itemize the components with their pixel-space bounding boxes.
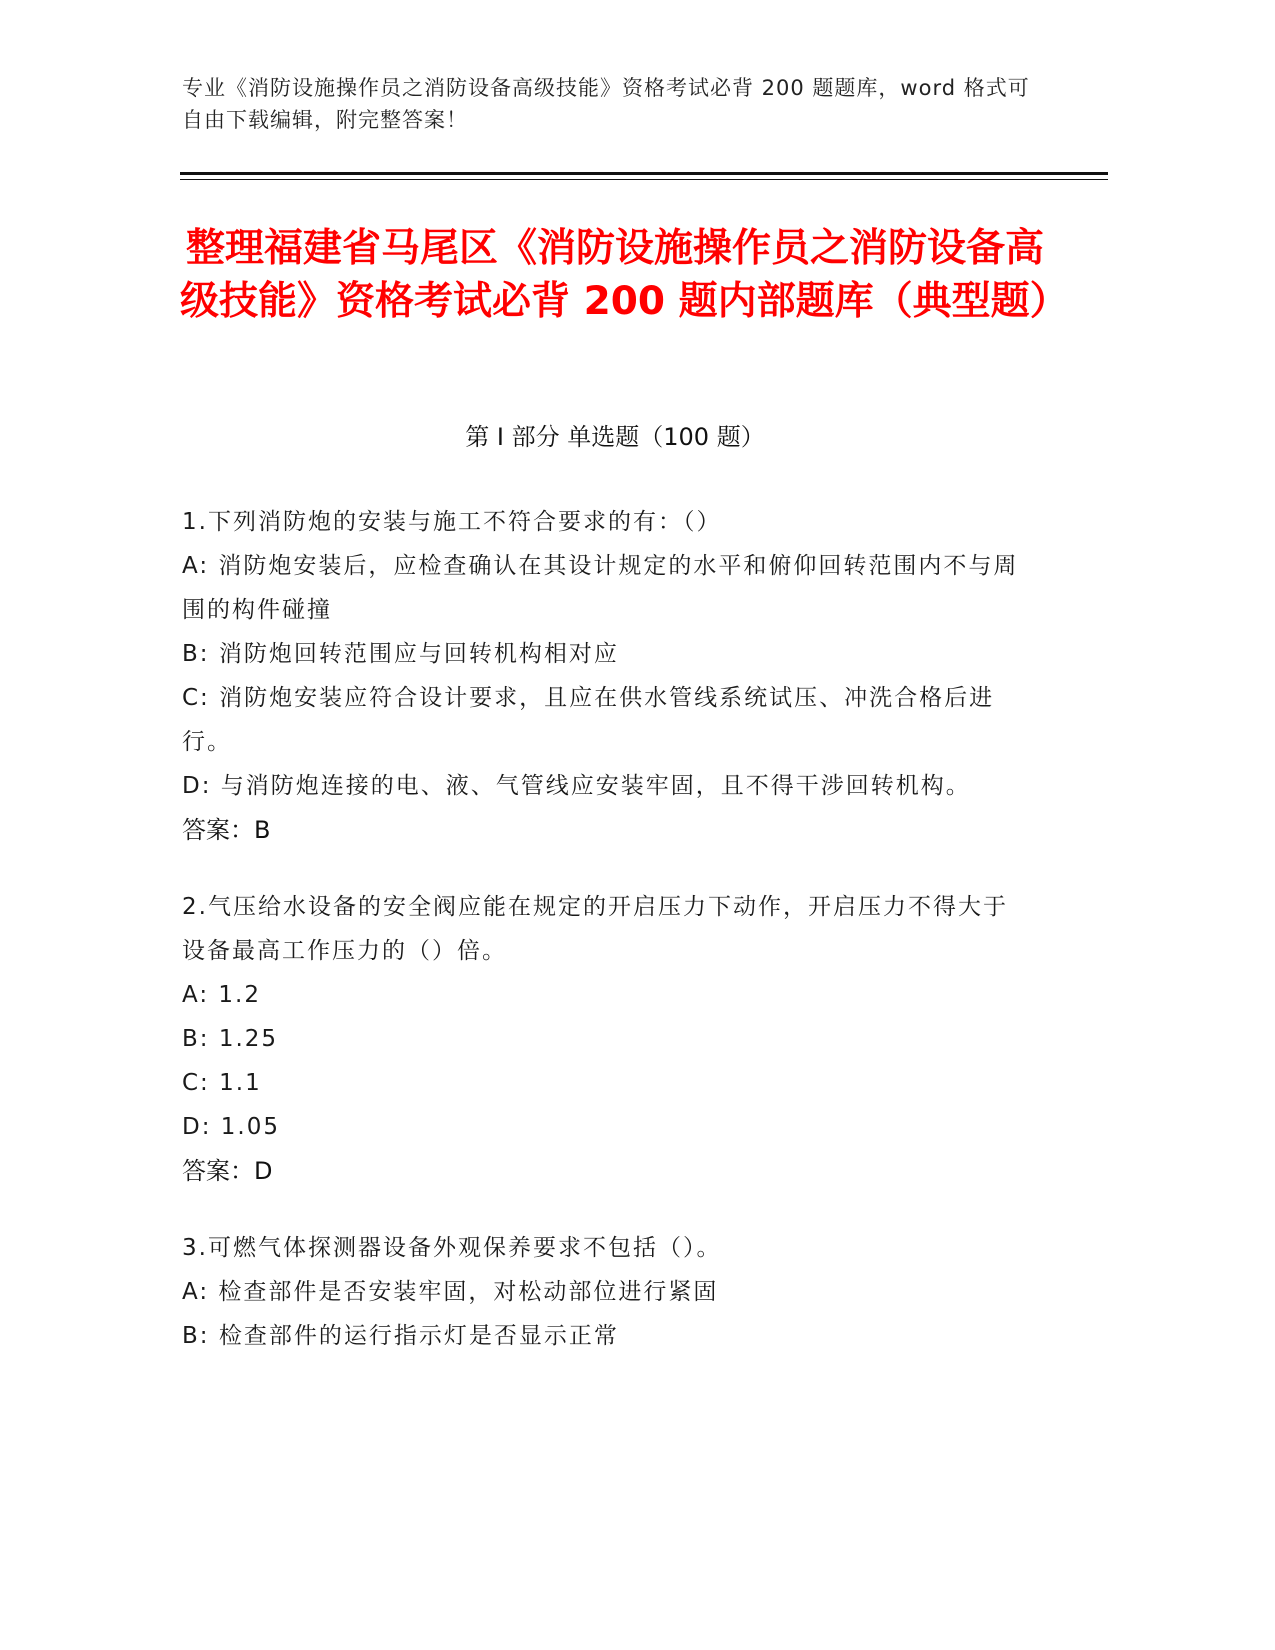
option-b: B: 消防炮回转范围应与回转机构相对应 xyxy=(182,641,619,667)
header-rule-thick xyxy=(180,172,1108,175)
option-a: A: 1.2 xyxy=(182,982,261,1008)
option-b: B: 1.25 xyxy=(182,1026,279,1052)
question-list xyxy=(182,500,1032,1391)
option-d: D: 1.05 xyxy=(182,1114,280,1140)
question-1 xyxy=(182,500,1032,852)
question-3 xyxy=(182,1226,1032,1358)
section-heading: 第 I 部分 单选题（100 题） xyxy=(465,423,765,451)
document-title: 整理福建省马尾区《消防设施操作员之消防设备高级技能》资格考试必背 200 题内部题库（典型题） xyxy=(180,226,1069,324)
option-a: A: 检查部件是否安装牢固，对松动部位进行紧固 xyxy=(182,1279,719,1305)
question-stem: 2.气压给水设备的安全阀应能在规定的开启压力下动作，开启压力不得大于设备最高工作压力的（）倍。 xyxy=(182,894,1008,964)
question-stem: 3.可燃气体探测器设备外观保养要求不包括（）。 xyxy=(182,1235,722,1261)
option-c: C: 消防炮安装应符合设计要求，且应在供水管线系统试压、冲洗合格后进行。 xyxy=(182,685,995,755)
option-c: C: 1.1 xyxy=(182,1070,262,1096)
option-d: D: 与消防炮连接的电、液、气管线应安装牢固，且不得干涉回转机构。 xyxy=(182,773,971,799)
answer-text: 答案：D xyxy=(182,1157,273,1185)
option-a: A: 消防炮安装后，应检查确认在其设计规定的水平和俯仰回转范围内不与周围的构件碰撞 xyxy=(182,553,1019,623)
document-intro: 专业《消防设施操作员之消防设备高级技能》资格考试必背 200 题题库，word 格式可自由下载编辑，附完整答案！ xyxy=(182,76,1030,132)
header-rule-thin xyxy=(180,179,1108,180)
option-b: B: 检查部件的运行指示灯是否显示正常 xyxy=(182,1323,619,1349)
question-stem: 1.下列消防炮的安装与施工不符合要求的有：（） xyxy=(182,509,722,535)
question-2 xyxy=(182,885,1032,1193)
answer-text: 答案：B xyxy=(182,816,271,844)
